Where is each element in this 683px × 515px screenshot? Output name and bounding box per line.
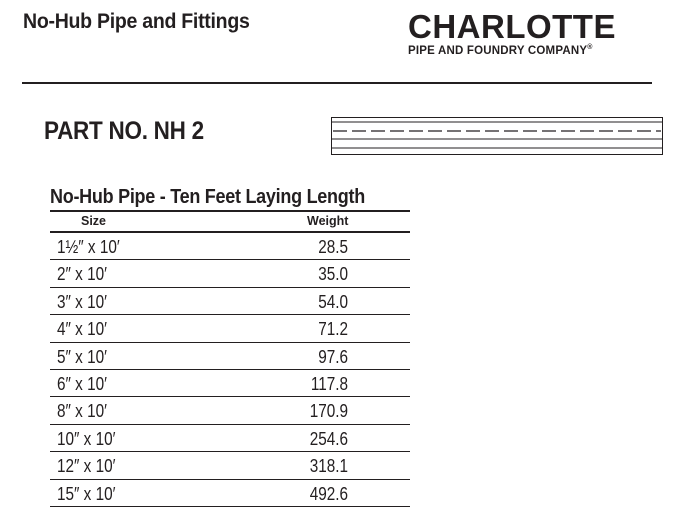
size-cell: 5″ x 10′ xyxy=(57,346,107,367)
pipe-diagram xyxy=(331,117,663,155)
weight-cell: 28.5 xyxy=(318,237,348,257)
logo-main-text: CHARLOTTE xyxy=(408,8,616,45)
size-cell: 10″ x 10′ xyxy=(57,428,116,449)
header-divider xyxy=(22,82,652,84)
pipe-weight-table xyxy=(50,210,410,507)
weight-cell: 71.2 xyxy=(318,319,348,340)
table-row xyxy=(50,397,410,424)
weight-cell: 54.0 xyxy=(318,291,348,312)
size-cell: 6″ x 10′ xyxy=(57,373,107,394)
table-row xyxy=(50,233,410,260)
size-cell: 12″ x 10′ xyxy=(57,456,116,477)
table-row xyxy=(50,260,410,287)
charlotte-logo xyxy=(408,10,654,57)
weight-cell: 318.1 xyxy=(309,456,348,477)
weight-cell: 117.8 xyxy=(310,373,348,394)
table-row xyxy=(50,343,410,370)
logo-sub-text xyxy=(408,44,654,57)
weight-cell: 492.6 xyxy=(309,483,348,504)
weight-cell: 170.9 xyxy=(309,401,348,422)
size-cell: 1½″ x 10′ xyxy=(57,237,120,257)
table-row xyxy=(50,452,410,479)
size-cell: 4″ x 10′ xyxy=(57,319,107,340)
table-row xyxy=(50,370,410,397)
table-title: No-Hub Pipe - Ten Feet Laying Length xyxy=(50,186,365,208)
table-row xyxy=(50,480,410,507)
weight-cell: 254.6 xyxy=(309,428,348,449)
size-cell: 8″ x 10′ xyxy=(57,401,107,422)
weight-column-header: Weight xyxy=(307,214,349,228)
weight-cell: 97.6 xyxy=(318,346,348,367)
size-cell: 3″ x 10′ xyxy=(57,291,107,312)
table-row xyxy=(50,288,410,315)
table-row xyxy=(50,425,410,452)
logo-sub-label: PIPE AND FOUNDRY COMPANY xyxy=(408,44,588,57)
registered-mark: ® xyxy=(587,44,593,51)
table-header xyxy=(50,210,410,233)
size-cell: 15″ x 10′ xyxy=(57,483,116,504)
size-column-header: Size xyxy=(81,214,107,228)
table-row xyxy=(50,315,410,342)
size-cell: 2″ x 10′ xyxy=(57,264,107,285)
part-number: PART NO. NH 2 xyxy=(44,117,204,145)
weight-cell: 35.0 xyxy=(318,264,348,285)
header-title: No-Hub Pipe and Fittings xyxy=(23,10,250,33)
